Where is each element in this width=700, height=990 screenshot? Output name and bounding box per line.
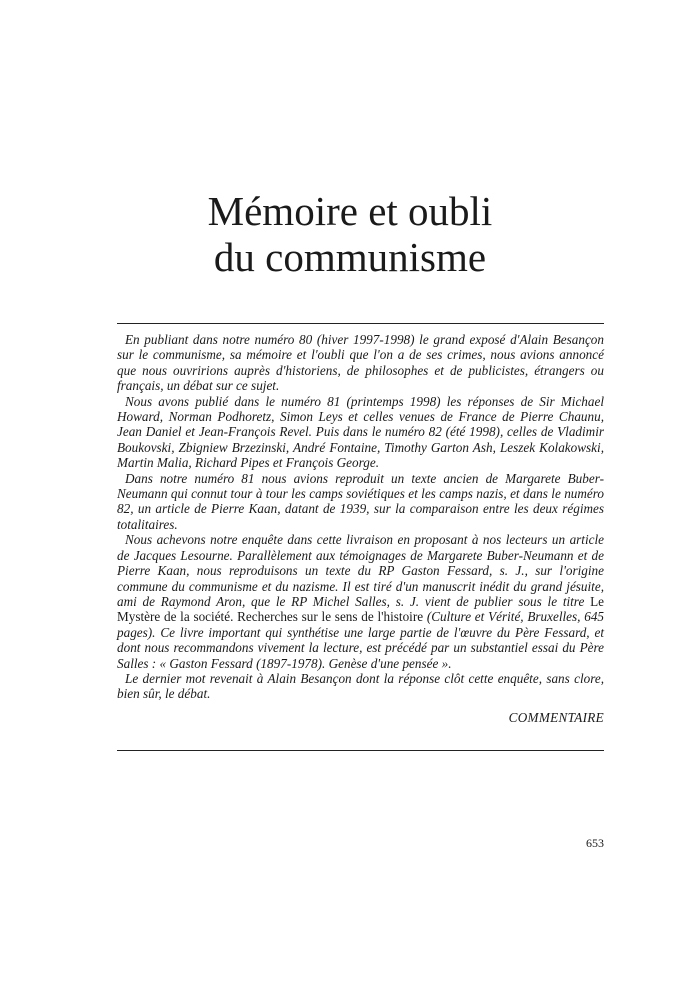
intro-paragraph-1: En publiant dans notre numéro 80 (hiver 1997-1998) le grand exposé d'Alain Besançon sur le communisme, sa mémoire et l'oubli que l'on a de ses crimes, nous avions annoncé que nous ouvririons auprès d'historiens, de philosophes et de publicistes, étrangers ou français, un débat sur ce sujet. [117,332,604,394]
intro-paragraph-4 [117,532,604,671]
signature: COMMENTAIRE [508,709,604,725]
intro-paragraph-3: Dans notre numéro 81 nous avions reproduit un texte ancien de Margarete Buber-Neumann qui connut tour à tour les camps soviétiques et les camps nazis, et dans le numéro 82, un article de Pierre Kaan, datant de 1939, sur la comparaison entre les deux régimes totalitaires. [117,470,604,532]
article-title [0,188,700,280]
article-title-line-2: du communisme [213,234,487,280]
top-rule [117,323,604,324]
book-title: Le Mystère de la société. Recherches sur le sens de l'histoire [117,593,604,625]
intro-paragraph-5: Le dernier mot revenait à Alain Besançon dont la réponse clôt cette enquête, sans clore, bien sûr, le débat. [117,670,604,702]
intro-paragraph-4-start: Nous achevons notre enquête dans cette livraison en proposant à nos lecteurs un article de Jacques Lesourne. Parallèlement aux témoignages de Margarete Buber-Neumann et de Pierre Kaan, nous reproduisons un texte du RP Gaston Fessard, s. J., sur l'origine commune du communisme et du nazisme. Il est tiré d'un manuscrit inédit du grand jésuite, ami de Raymond Aron, que le RP Michel Salles, s. J. vient de publier sous le titre [117,532,604,609]
intro-paragraph-2: Nous avons publié dans le numéro 81 (printemps 1998) les réponses de Sir Michael Howard, Norman Podhoretz, Simon Leys et celles venues de France de Pierre Chaunu, Jean Daniel et Jean-François Revel. Puis dans le numéro 82 (été 1998), celles de Vladimir Boukovski, Zbigniew Brzezinski, André Fontaine, Timothy Garton Ash, Leszek Kolakowski, Martin Malia, Richard Pipes et François George. [117,393,604,471]
bottom-rule [117,750,604,751]
editorial-introduction [117,332,604,725]
page-number: 653 [586,836,604,850]
article-title-line-1: Mémoire et oubli [207,188,493,234]
intro-paragraph-4-end: (Culture et Vérité, Bruxelles, 645 pages). Ce livre important qui synthétise une large partie de l'œuvre du Père Fessard, et dont nous recommandons vivement la lecture, est précédé par un substantiel essai du Père Salles : « Gaston Fessard (1897-1978). Genèse d'une pensée ». [117,609,605,671]
